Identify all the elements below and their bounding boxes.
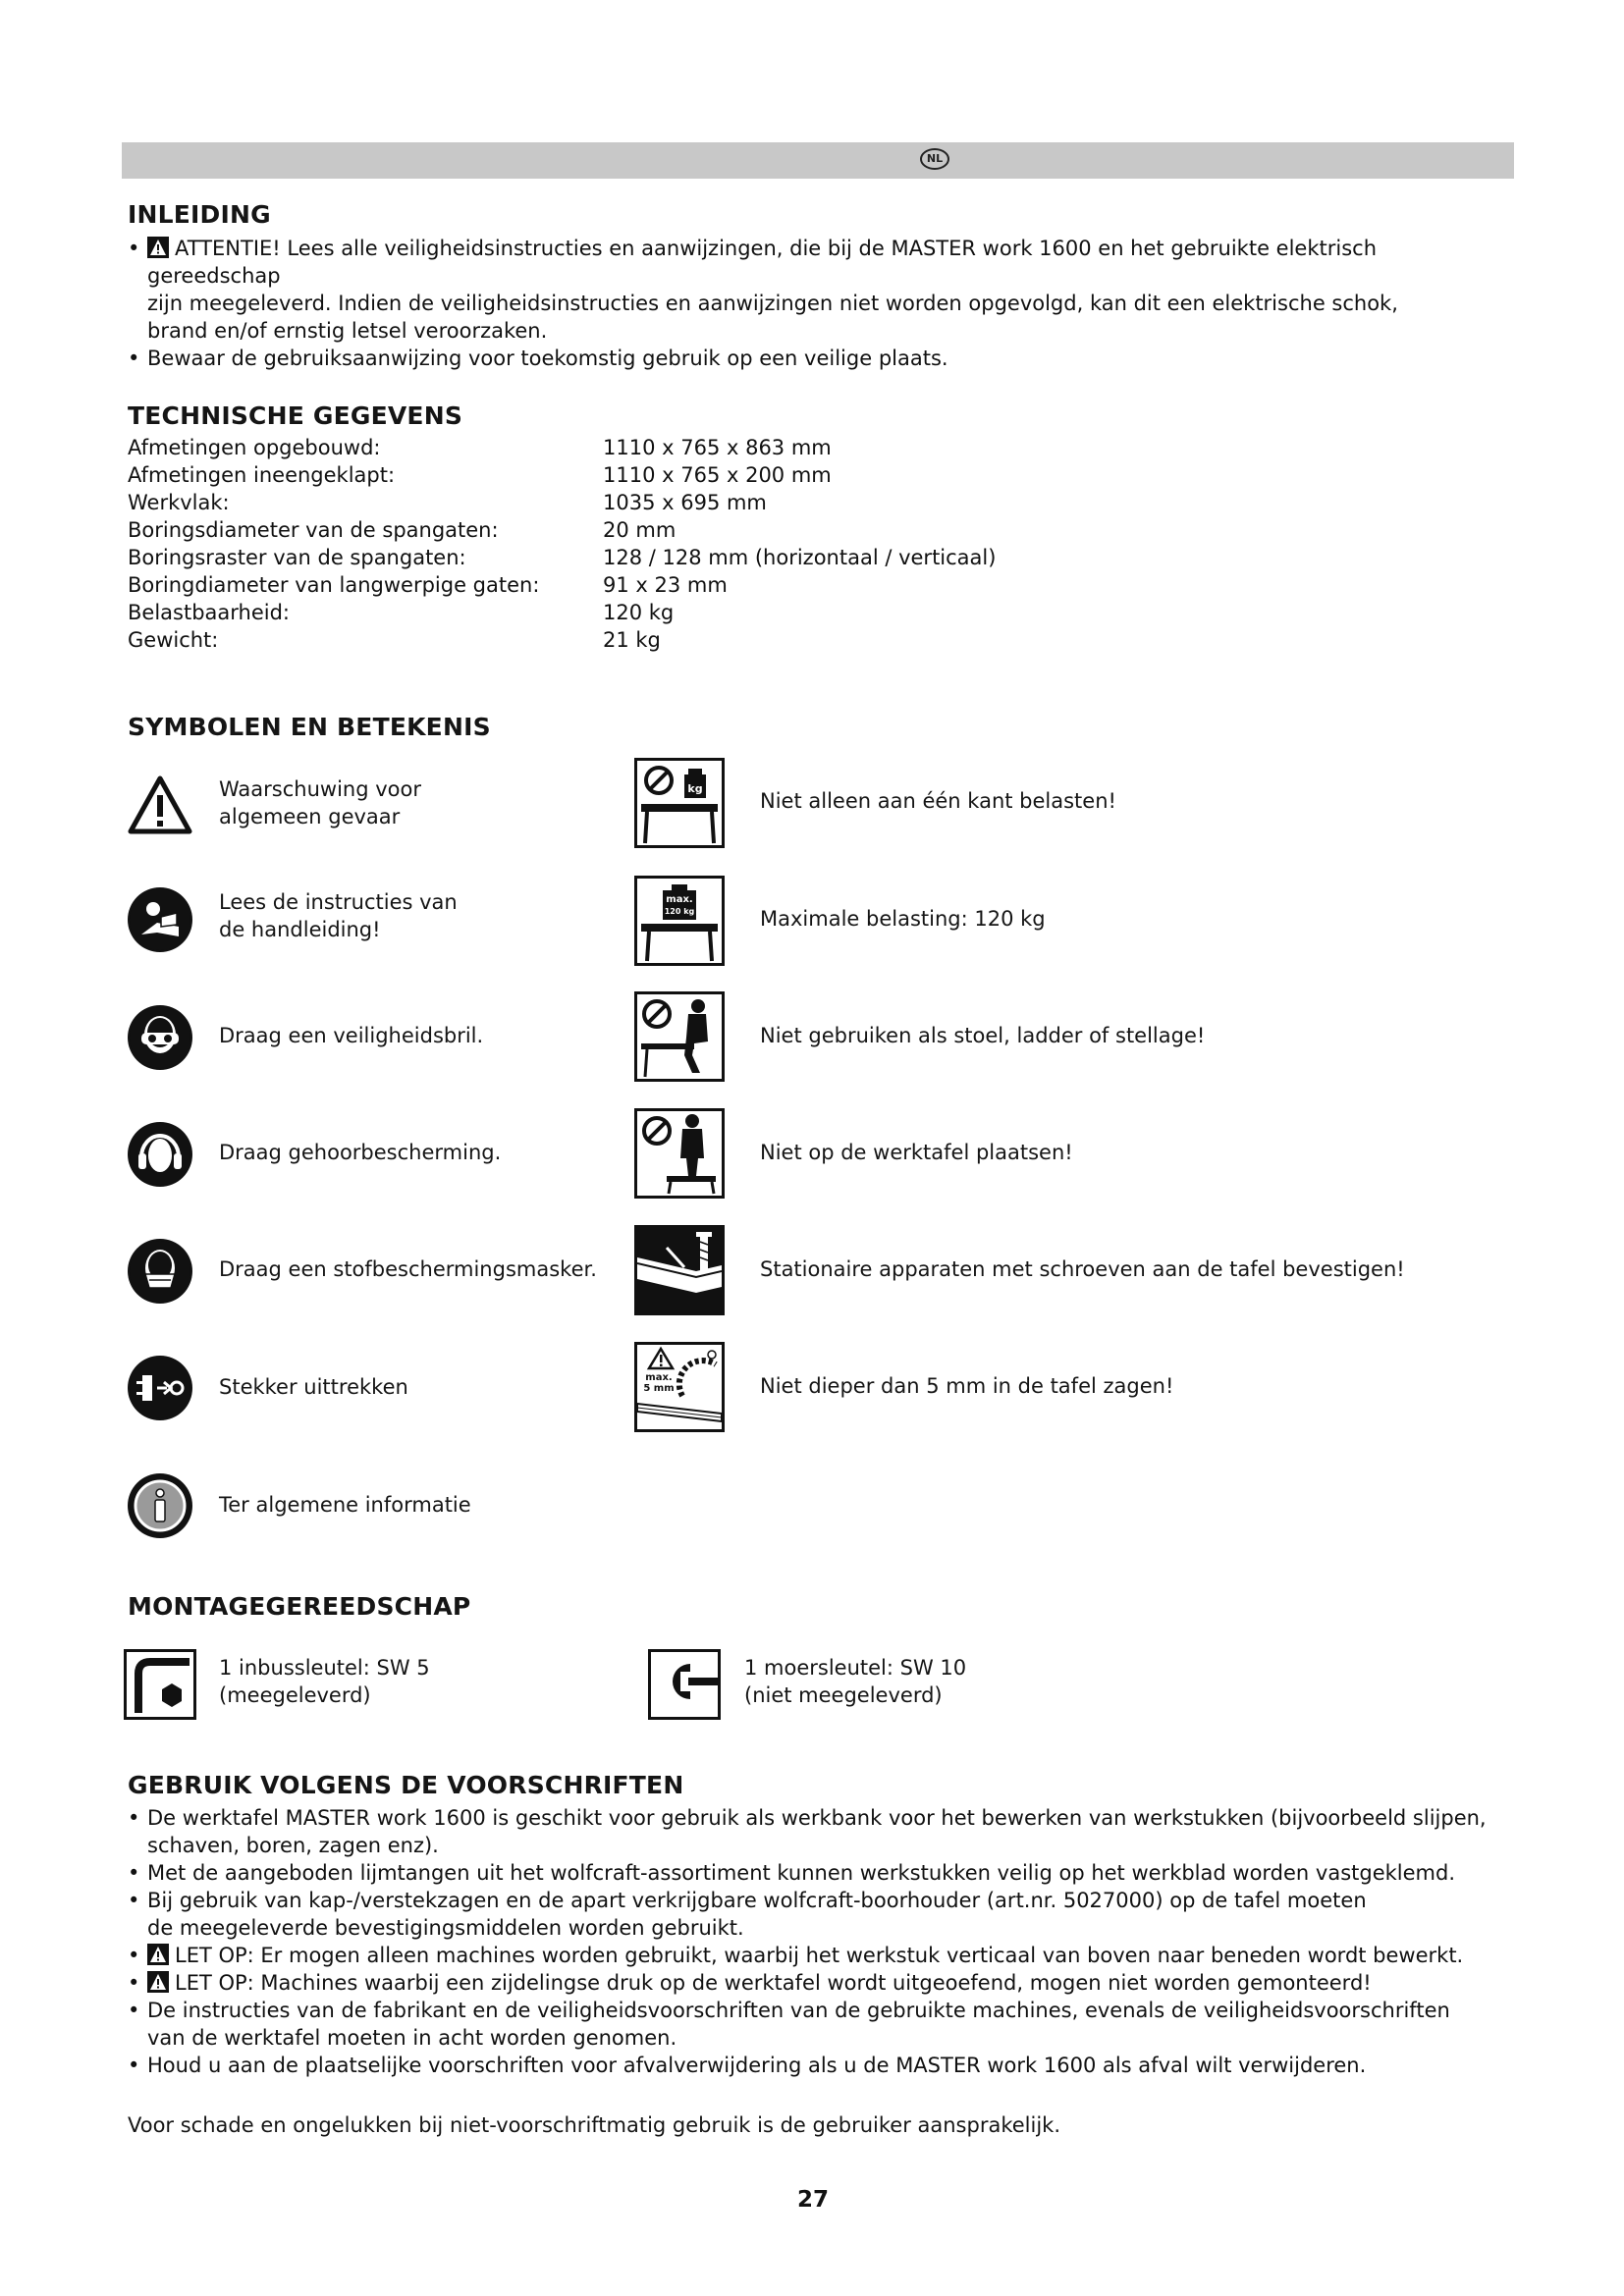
- symbol-text: Niet gebruiken als stoel, ladder of stellage!: [760, 1024, 1206, 1047]
- read-manual-icon: [128, 887, 192, 952]
- warning-icon: [147, 1971, 169, 1993]
- header-bar: [122, 142, 1514, 179]
- symbol-text: Maximale belasting: 120 kg: [760, 907, 1046, 931]
- list-item: • De werktafel MASTER work 1600 is geschikt voor gebruik als werkbank voor het bewerken van werkstukken (bijvoorbeeld slijpen, schaven, boren, zagen enz).: [128, 1806, 1487, 1857]
- list-item: • ATTENTIE! Lees alle veiligheidsinstructies en aanwijzingen, die bij de MASTER work 1600 en het gebruikte elektrisch gereedschap zijn meegeleverd. Indien de veiligheidsinstructies en aanwijzingen niet worden opgevolgd, kan dit een elektrische schok, brand en/of ernstig letsel veroorzaken.: [128, 237, 1398, 343]
- warning-icon: [147, 1944, 169, 1965]
- safety-glasses-icon: [128, 1005, 192, 1070]
- symbol-text: Lees de instructies van de handleiding!: [219, 890, 458, 941]
- section-title-inleiding: INLEIDING: [128, 200, 271, 229]
- list-item: • Bij gebruik van kap-/verstekzagen en de apart verkrijgbare wolfcraft-boorhouder (art.nr. 5027000) op de tafel moeten de meegeleverde bevestigingsmiddelen worden gebruikt.: [128, 1889, 1367, 1940]
- no-sitting-icon: [634, 991, 725, 1082]
- list-item: • De instructies van de fabrikant en de veiligheidsvoorschriften van de gebruikte machines, evenals de veiligheidsvoorschriften van de werktafel moeten in acht worden genomen.: [128, 1999, 1450, 2050]
- tool-text: 1 inbussleutel: SW 5 (meegeleverd): [219, 1656, 430, 1707]
- attention-label: ATTENTIE!: [175, 237, 281, 260]
- svg-text:5 mm: 5 mm: [643, 1383, 675, 1394]
- hex-key-icon: [124, 1649, 196, 1720]
- list-item: • Bewaar de gebruiksaanwijzing voor toekomstig gebruik op een veilige plaats.: [128, 347, 948, 370]
- symbol-text: Niet op de werktafel plaatsen!: [760, 1141, 1073, 1164]
- svg-text:kg: kg: [687, 782, 703, 795]
- manual-page: NL INLEIDING • ATTENTIE! Lees alle veiligheidsinstructies en aanwijzingen, die bij de MASTER work 1600 en het gebruikte elektrisch gereedschap zijn meegeleverd. Indien de veiligheidsinstructies en aanwijzingen niet worden opgevolgd, kan dit een elektrische schok, brand en/of ernstig letsel veroorzaken. • Bewaar de gebruiksaanwijzing voor toekomstig gebruik op een veilige plaats. TECHNISCHE GEGEVENS Afmetingen opgebouwd: 1110 x 765 x 863 mm Afmetingen ineengeklapt: 1110 x 765 x 200 mm Werkvlak: 1035 x 695 mm Boringsdiameter van de spangaten: 20 mm Boringsraster van de spangaten: 128 / 128 mm (horizontaal / verticaal) Boringdiameter van langwerpige gaten: 91 x 23 mm Belastbaarheid: 120 kg Gewicht: 21 kg SYMBOLEN EN BETEKENIS Waarschuwing voor algemeen gevaar Lees de instructies van de handleiding! Draag een veiligheidsbril. Draag gehoorbescherming. Draag een stofbeschermingsmasker. Stekker uittrekken Ter algemene informatie kg Niet alleen aan één kant belasten! max. 120 kg Maximale belasting: 120 kg Niet gebruiken als stoel, ladder of stellage! Niet op de werktafel plaatsen! Stationaire apparaten met schroeven aan de tafel bevestigen! max. 5 mm Niet dieper dan 5 mm in de tafel zagen! MONTAGEGEREEDSCHAP 1 inbussleutel: SW 5 (meegeleverd) 1 moersleutel: SW 10 (niet meegeleverd) GEBRUIK VOLGENS DE VOORSCHRIFTEN • De werktafel MASTER work 1600 is geschikt voor gebruik als werkbank voor het bewerken van werkstukken (bijvoorbeeld slijpen, schaven, boren, zagen enz). • Met de aangeboden lijmtangen uit het wolfcraft-assortiment kunnen werkstukken veilig op het werkblad worden vastgeklemd. • Bij gebruik van kap-/verstekzagen en de apart verkrijgbare wolfcraft-boorhouder (art.nr. 5027000) op de tafel moeten de meegeleverde bevestigingsmiddelen worden gebruikt. • LET OP: Er mogen alleen machines worden gebruikt, waarbij het werkstuk verticaal van boven naar beneden wordt bewerkt. • LET OP: Machines waarbij een zijdelingse druk op de werktafel wordt uitgeoefend, mogen niet worden gemonteerd! • De instructies van de fabrikant en de veiligheidsvoorschriften van de gebruikte machines, evenals de veiligheidsvoorschriften van de werktafel moeten in acht worden genomen. • Houd u aan de plaatselijke voorschriften voor afvalverwijdering als u de MASTER work 1600 als afval wilt verwijderen. Voor schade en ongelukken bij niet-voorschriftmatig gebruik is de gebruiker aansprakelijk. 27: [0, 0, 1624, 2296]
- section-title-technische-gegevens: TECHNISCHE GEGEVENS: [128, 401, 463, 430]
- unplug-icon: [128, 1356, 192, 1420]
- no-one-side-load-icon: [634, 758, 725, 848]
- section-title-gebruik: GEBRUIK VOLGENS DE VOORSCHRIFTEN: [128, 1771, 684, 1799]
- section-title-symbolen: SYMBOLEN EN BETEKENIS: [128, 713, 491, 741]
- symbol-text: Stekker uittrekken: [219, 1375, 408, 1399]
- symbol-text: Waarschuwing voor algemeen gevaar: [219, 777, 421, 828]
- symbol-text: Draag een stofbeschermingsmasker.: [219, 1257, 597, 1281]
- saw-depth-icon: [634, 1342, 725, 1432]
- symbol-text: Niet dieper dan 5 mm in de tafel zagen!: [760, 1374, 1174, 1398]
- svg-text:120 kg: 120 kg: [664, 907, 695, 916]
- symbol-text: Niet alleen aan één kant belasten!: [760, 789, 1116, 813]
- list-item: • Houd u aan de plaatselijke voorschriften voor afvalverwijdering als u de MASTER work 1600 als afval wilt verwijderen.: [128, 2054, 1367, 2077]
- warning-icon: [147, 237, 169, 258]
- list-item: • LET OP: Machines waarbij een zijdelingse druk op de werktafel wordt uitgeoefend, mogen niet worden gemonteerd!: [128, 1971, 1372, 1995]
- no-standing-icon: [634, 1108, 725, 1199]
- symbol-text: Ter algemene informatie: [219, 1493, 471, 1517]
- wrench-icon: [648, 1649, 721, 1720]
- page-number: 27: [797, 2187, 830, 2213]
- warning-triangle-icon: [128, 775, 192, 834]
- info-icon: [128, 1473, 192, 1538]
- dust-mask-icon: [128, 1239, 192, 1304]
- tool-text: 1 moersleutel: SW 10 (niet meegeleverd): [744, 1656, 967, 1707]
- screw-fix-icon: [634, 1225, 725, 1315]
- symbol-text: Draag gehoorbescherming.: [219, 1141, 502, 1164]
- inleiding-list: [128, 235, 1502, 372]
- svg-text:max.: max.: [666, 894, 693, 905]
- list-item: • LET OP: Er mogen alleen machines worden gebruikt, waarbij het werkstuk verticaal van boven naar beneden wordt bewerkt.: [128, 1944, 1464, 1967]
- symbol-text: Draag een veiligheidsbril.: [219, 1024, 484, 1047]
- max-load-icon: [634, 876, 725, 966]
- list-item: • Met de aangeboden lijmtangen uit het wolfcraft-assortiment kunnen werkstukken veilig op het werkblad worden vastgeklemd.: [128, 1861, 1456, 1885]
- svg-text:max.: max.: [645, 1372, 673, 1383]
- symbol-text: Stationaire apparaten met schroeven aan de tafel bevestigen!: [760, 1257, 1405, 1281]
- gebruik-list: [128, 1804, 1502, 2079]
- hearing-protection-icon: [128, 1122, 192, 1187]
- section-title-montage: MONTAGEGEREEDSCHAP: [128, 1592, 471, 1621]
- language-badge: NL: [920, 148, 949, 170]
- liability-note: Voor schade en ongelukken bij niet-voorschriftmatig gebruik is de gebruiker aansprakelijk.: [128, 2113, 1060, 2137]
